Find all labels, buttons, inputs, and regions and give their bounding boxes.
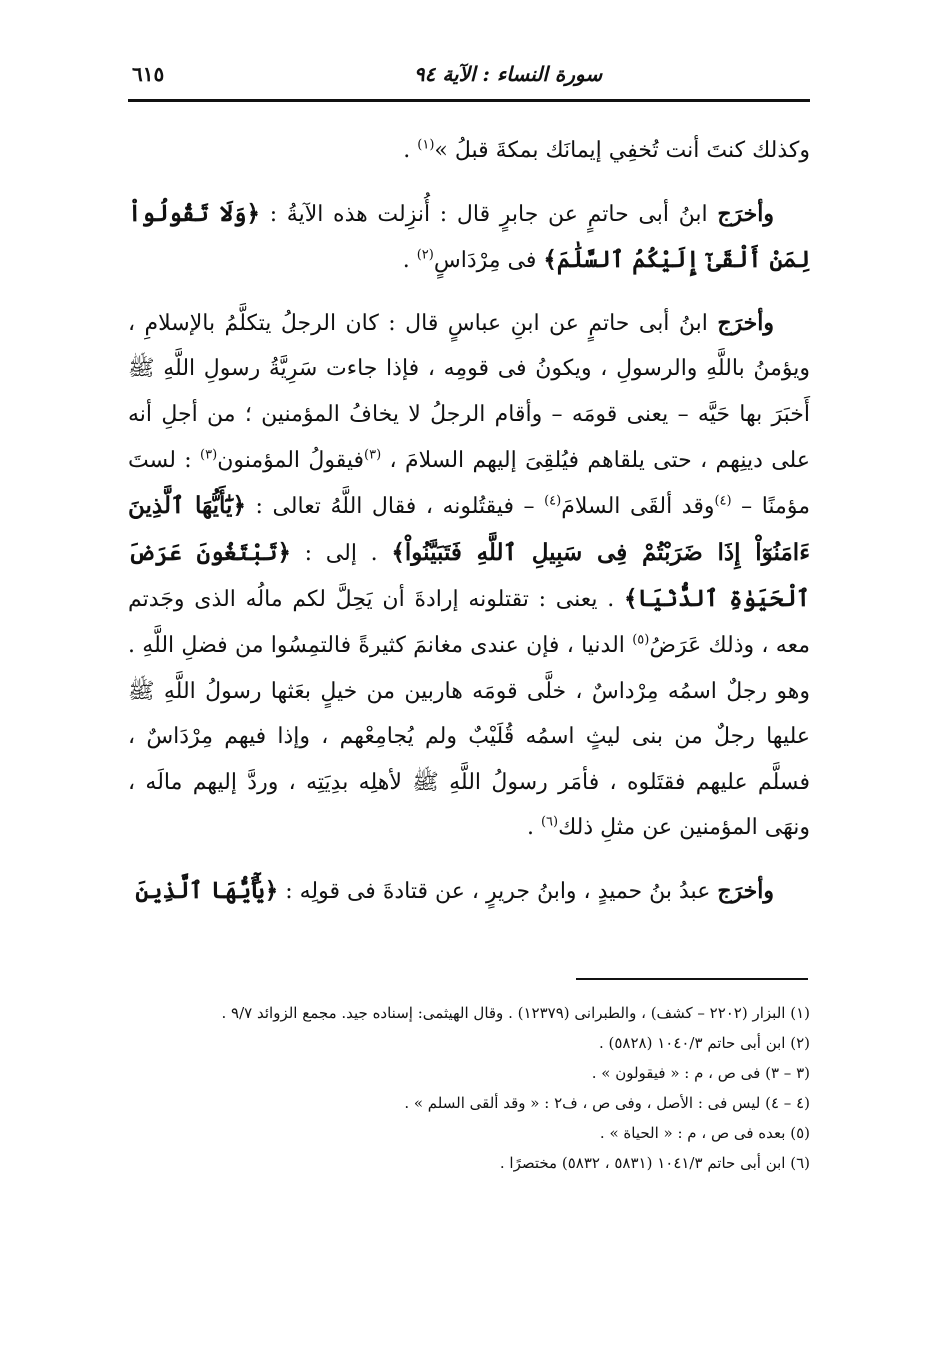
page-number: ٦١٥ [132,62,165,86]
footnote-ref: (٣) [364,447,382,463]
paragraph-text: . [403,138,418,163]
quran-verse: ﴿يَٰٓأَيُّهَا ٱلَّذِينَ ءَامَنُوٓاْ إِذَا ضَرَبْتُمْ فِى سَبِيلِ ٱللَّهِ فَتَبَيَّنُواْ﴾ [128,492,811,566]
footnote-ref: (١) [417,137,435,153]
paragraph-text: وقد ألقَى السلامَ [561,494,715,520]
paragraph-2 [128,191,810,284]
footnote-6: (٦) ابن أبى حاتم ١٠٤١/٣ (٥٨٣١ ، ٥٨٣٢) مختصرًا . [499,1154,810,1172]
footnote-ref: (٢) [416,247,434,263]
footnote-rule [576,978,808,980]
page-header [128,50,808,96]
running-title: سورة النساء : الآية ٩٤ [413,62,603,86]
main-text [128,128,810,932]
footnotes [128,998,810,1178]
quran-verse: ﴿تَبْتَغُونَ عَرَضَ ٱلْحَيَوٰةِ ٱلدُّنْيَا﴾ [128,538,811,613]
lead-word: وأخرَج [717,200,774,227]
paragraph-text: ابنُ أبى حاتمٍ عن جابرٍ قال : أُنزِلت هذه الآيةُ : [260,201,718,227]
paragraph-text: . إلى : [290,540,392,566]
lead-word: وأخرَج [717,877,774,904]
footnote-5: (٥) بعده فى ص ، م : « الحياة » . [599,1124,810,1142]
paragraph-text: – فيقتُلونه ، فقال اللَّهُ تعالى : [245,494,545,520]
footnote-2: (٢) ابن أبى حاتم ١٠٤٠/٣ (٥٨٢٨) . [598,1034,810,1052]
paragraph-text: وكذلك كنتَ أنت تُخفِي إيمانَك بمكةَ قبلُ » [434,138,810,163]
paragraph-text: الدنيا ، فإن عندى مغانمَ كثيرةً فالتمِسُوا من فضلِ اللَّهِ . وهو رجلٌ اسمُه مِرْداسٌ ، خلَّى قومَه هاربين من خيلٍ بعَثها رسولُ اللَّهِ ﷺ عليها رجلٌ من بنى ليثٍ اسمُه قُلَيْبٌ ولم يُجامِعْهم ، وإذا فيهم مِرْدَاسٌ ، فسلَّم عليهم فقتَلوه ، فأمَر رسولُ اللَّهِ ﷺ لأهلِه بدِيَتِه ، وردَّ إليهم مالَه ، ونهَى المؤمنين عن مثلِ ذلك [128,632,810,841]
footnote-3: (٣ – ٣) فى ص ، م : « فيقولون » . [591,1064,810,1082]
footnote-4: (٤ – ٤) ليس فى : الأصل ، وفى ص ، ف٢ : « وقد ألقى السلم » . [404,1094,810,1112]
quran-verse: ﴿وَلَا تَقُولُواْ لِمَنْ أَلْقَىٰٓ إِلَيْكُمُ ٱلسَّلَٰمَ﴾ [128,199,810,274]
paragraph-text: فى مِرْدَاسٍ [433,248,544,274]
paragraph-text: فيقولُ المؤمنون [217,447,365,473]
lead-word: وأخرَج [717,309,774,336]
paragraph-text: . [526,815,541,841]
paragraph-text: ابنُ أبى حاتمٍ عن ابنِ عباسٍ قال : كان الرجلُ يتكلَّمُ بالإسلامِ ، ويؤمنُ باللَّهِ والرسولِ ، ويكونُ فى قومِه ، فإذا جاءت سَرِيَّةُ رسولِ اللَّهِ ﷺ أَخبَرَ بها حَيَّه – يعنى قومَه – وأقام الرجلُ لا يخافُ المؤمنين ؛ من أجلِ أنه على دينِهم ، حتى يلقاهم فيُلقِىَ إليهم السلامَ ، [128,310,810,473]
footnote-ref: (٣) [200,447,218,463]
footnote-ref: (٦) [540,814,559,830]
paragraph-text: . يعنى : تقتلونه إرادةَ أن يَحِلَّ لكم مالُه الذى وجَدتم معه ، وذلك عَرَضُ [128,587,810,658]
paragraph-1 [128,128,810,174]
paragraph-text: : لستَ مؤمنًا – [128,447,810,520]
paragraph-text: . [402,248,417,274]
paragraph-3 [128,301,810,851]
footnote-ref: (٤) [714,493,732,509]
footnote-1: (١) البزار (٢٢٠٢ – كشف) ، والطبرانى (١٢٣٧٩) . وقال الهيثمى: إسناده جيد. مجمع الزوائد ٩/٧ . [221,1004,810,1022]
footnote-ref: (٥) [632,632,650,648]
paragraph-text: عبدُ بنُ حميدٍ ، وابنُ جريرٍ ، عن قتادةَ فى قولِه : [278,878,718,904]
paragraph-4 [128,868,810,915]
quran-verse: ﴿يَٰٓأَيُّهَا ٱلَّذِينَ [135,876,279,904]
footnote-ref: (٤) [544,493,562,509]
header-rule [128,99,810,102]
